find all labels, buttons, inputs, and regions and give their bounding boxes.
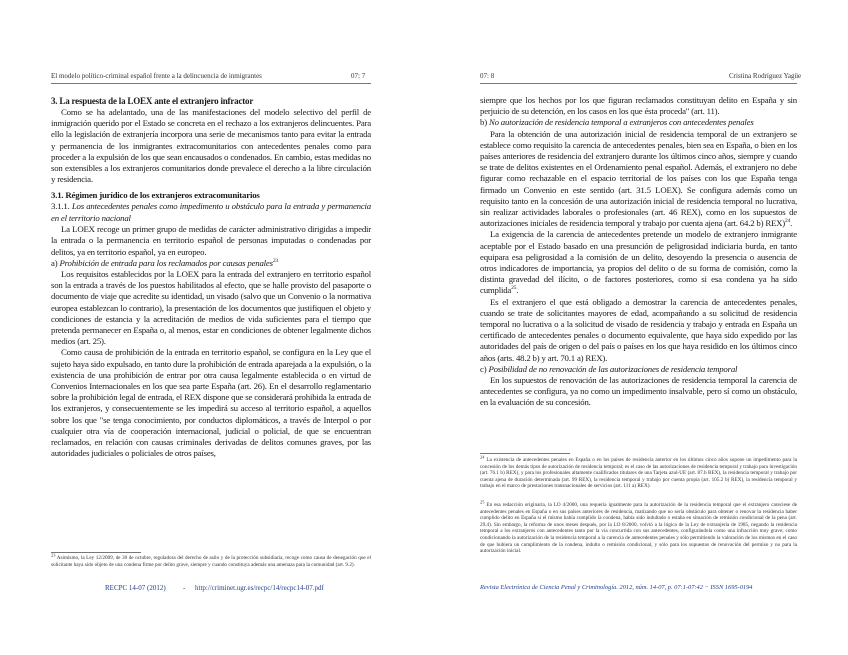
footnote-text: La existencia de antecedentes penales en España o en los países de residencia anterior en los últimos cinco años supone un impedimento para la concesión de los demás tipos de autorización de residencia temporal; es el caso de las autorizaciones de residencia temporal y trabajo para investigación (art. 76.1 b) REX), y para los profesionales altamente cualificados titulares de una Tarjeta azul-UE (art. 87.b REX), la residencia temporal y trabajo por cuenta ajena de duración determinada (art. 99 REX), la residencia temporal y trabajo por cuenta propia (art. 105.2 b) REX), la residencia temporal y trabajo en el marco de prestaciones transnacionales de servicios (art. 111 a) REX). <box>480 457 798 490</box>
subsubsection-title <box>51 201 371 224</box>
subsubsection-text: Los antecedentes penales como impedimento u obstáculo para la entrada y permanencia en el territorio nacional <box>51 201 372 223</box>
footnote-number: 25 <box>480 499 485 505</box>
footnote-ref[interactable]: 24 <box>785 218 791 225</box>
item-heading <box>51 258 371 269</box>
item-label: b) <box>480 117 487 128</box>
footnote <box>480 454 798 490</box>
footnote-number: 24 <box>480 454 485 460</box>
item-label: a) <box>51 257 58 268</box>
footnote-ref[interactable]: 23 <box>272 257 278 264</box>
paragraph: La exigencia de la carencia de antecedentes pretende un modelo de extranjero inmigrante aceptable por el Estado basado en una presunción de peligrosidad indiciaria burda, en tanto equipara esa peligrosidad a la comisión de un delito, desoyendo la presencia o ausencia de otros indicadores de importancia, ya propios del delito o de su forma de comisión, como la distinta gravedad del ilícito, o de factores posteriores, como si esa condena ya ha sido cumplida$^{25}$. <box>480 229 797 296</box>
header-rule <box>480 83 797 84</box>
right-body <box>480 95 797 409</box>
subsection-title: 3.1. Régimen jurídico de los extranjeros extracomunitarios <box>51 190 260 201</box>
paragraph: Para la obtención de una autorización inicial de residencia temporal de un extranjero se establece como requisito la carencia de antecedentes penales, bien sea en España, o bien en los países anteriores de residencia del extranjero durante los últimos cinco años, siempre y cuando se trate de delitos existentes en el Ordenamiento penal español. Además, el extranjero no debe figurar como rechazable en el espacio territorial de los países con los que España tenga firmado un Convenio en este sentido (art. 31.5 LOEX). Se configura además como un requisito tanto en la concesión de una autorización inicial de residencia temporal no lucrativa, sin realizar actividades laborales o profesionales (art. 46 REX), como en los supuestos de autorizaciones iniciales de residencia temporal y trabajo por cuenta ajena (art. 64.2 b) REX)$^{24}$. <box>480 128 797 229</box>
item-heading <box>480 364 797 375</box>
running-header-left: El modelo político-criminal español frente a la delincuencia de inmigrantes <box>51 72 262 80</box>
footer-separator: - <box>183 584 186 592</box>
page-number: 07: 8 <box>480 72 495 80</box>
footer-citation: RECPC 14-07 (2012) <box>105 584 166 592</box>
subsubsection-number: 3.1.1. <box>51 201 70 212</box>
left-body <box>51 95 371 460</box>
footnote-rule <box>51 552 141 553</box>
right-page <box>424 0 848 655</box>
item-label: c) <box>480 363 487 374</box>
item-title: No autorización de residencia temporal a extranjeros con antecedentes penales <box>488 117 754 128</box>
page-number: 07: 7 <box>351 72 366 80</box>
footnote <box>480 499 797 555</box>
footnote-number: 23 <box>51 552 56 558</box>
footer-journal: Revista Electrónica de Ciencia Penal y Criminología. 2012, núm. 14-07, p. 07:1-07:42 − ISSN 1695-0194 <box>480 584 753 591</box>
paragraph: La LOEX recoge un primer grupo de medidas de carácter administrativo dirigidas a impedir la entrada o la permanencia en territorio español de personas imputadas o condenadas por delitos, ya en territorio español, ya en europeo. <box>51 224 371 257</box>
paragraph: Como causa de prohibición de la entrada en territorio español, se configura en la Ley que el sujeto haya sido expulsado, en tanto dure la prohibición de entrada aparejada a la expulsión, o la existencia de una prohibición de entrar por otra causa legalmente establecida o en virtud de Convenios Internacionales en los que sea parte España (art. 26). En el desarrollo reglamentario sobre la prohibición legal de entrada, el REX dispone que se considerará prohibida la entrada de los extranjeros, y consecuentemente se les impedirá su acceso al territorio español, a aquellos sobre los que "se tenga conocimiento, por conductos diplomáticos, a través de Interpol o por cualquier otra vía de cooperación internacional, judicial o policial, de que se encuentran reclamados, en relación con causas criminales derivadas de delitos comunes graves, por las autoridades judiciales o policiales de otros países, <box>51 347 371 459</box>
footnote <box>51 552 371 568</box>
item-title: Posibilidad de no renovación de las autorizaciones de residencia temporal <box>488 363 738 374</box>
paragraph: Es el extranjero el que está obligado a demostrar la carencia de antecedentes penales, cuando se trate de solicitantes mayores de edad, acompañando a su solicitud de residencia temporal no lucrativa o a la solicitud de visado de residencia y trabajo y entrada en España un certificado de antecedentes penales o documento equivalente, que haya sido expedido por las autoridades del país de origen o del país o países en los que haya residido en los últimos cinco años (arts. 48.2 b) y art. 70.1 a) REX). <box>480 296 797 363</box>
paragraph: Los requisitos establecidos por la LOEX para la entrada del extranjero en territorio español son la entrada a través de los puestos habilitados al efecto, que se halle provisto del pasaporte o documento de viaje que acredite su identidad, un visado (salvo que un Convenio o la normativa europea establezcan lo contrario), la presentación de los documentos que justifiquen el objeto y condiciones de estancia y la acreditación de medios de vida suficientes para el tiempo que pretenda permanecer en España o, al menos, estar en condiciones de obtener legalmente dichos medios (art. 25). <box>51 269 371 347</box>
item-heading <box>480 117 797 128</box>
paragraph: Como se ha adelantado, una de las manifestaciones del modelo selectivo del perfil de inmigración querido por el Estado se concreta en el rechazo a los extranjeros delincuentes. Para ello la legislación de extranjería incorpora una serie de mecanismos tanto para evitar la entrada y permanencia de los inmigrantes extracomunitarios con antecedentes penales como para proceder a la expulsión de los que sean encausados o condenados. En cambio, estas medidas no son extensibles a los extranjeros comunitarios donde prevalece el derecho a la libre circulación y residencia. <box>51 107 371 185</box>
footer-url-link[interactable]: http://criminet.ugr.es/recpc/14/recpc14-07.pdf <box>195 584 324 592</box>
header-rule <box>51 83 371 84</box>
item-title: Prohibición de entrada para los reclamados por causas penales <box>59 257 273 268</box>
paragraph: En los supuestos de renovación de las autorizaciones de residencia temporal la carencia de antecedentes se configura, ya no como un impedimento insalvable, pero sí como un obstáculo, en la evaluación de su concesión. <box>480 375 797 408</box>
footnote-text: Asimismo, la Ley 12/2009, de 30 de octubre, reguladora del derecho de asilo y de la protección subsidiaria, recoge como causa de denegación que el solicitante haya sido objeto de una condena firme por delito grave, siempre y cuando constituya además una amenaza para la comunidad (art. 9.2). <box>51 555 371 568</box>
running-header-right: Cristina Rodríguez Yagüe <box>729 72 802 80</box>
paragraph: siempre que los hechos por los que figuran reclamados constituyan delito en España y sin perjuicio de su detención, en los casos en los que ésta proceda" (art. 11). <box>480 95 797 117</box>
footnote-text: En esa redacción originaria, la LO 4/2000, una requería igualmente para la autorización de la residencia temporal que el extranjero careciese de antecedentes penales en España o en sus países anteriores de residencia, matizando que no sería obstáculo para obtener o renovar la residencia haber cumplido delito en España si el mismo había cumplido la condena, había sido indultado o estaba en situación de remisión condicional de la pena (art. 29.4). Sin embargo, la reforma de unos meses después, por la LO 8/2000, volvió a la lógica de la Ley de extranjería de 1985, negando la residencia temporal a los extranjeros con antecedentes tanto por la vía concurrida con sus antecedentes, configurándola como una infracción muy grave; como condicionando la autorización de la residencia temporal a la carencia de antecedentes penales y sólo permitiendo la valoración de los mismos en el caso de que hubiera un cumplimiento de la condena, indulto o remisión condicional, y sólo para los supuestos de renovación del permiso y no para la autorización inicial. <box>480 502 797 555</box>
footnote-rule <box>480 453 570 454</box>
section-title: 3. La respuesta de la LOEX ante el extranjero infractor <box>51 96 254 106</box>
footnote-ref[interactable]: 25 <box>511 285 517 292</box>
